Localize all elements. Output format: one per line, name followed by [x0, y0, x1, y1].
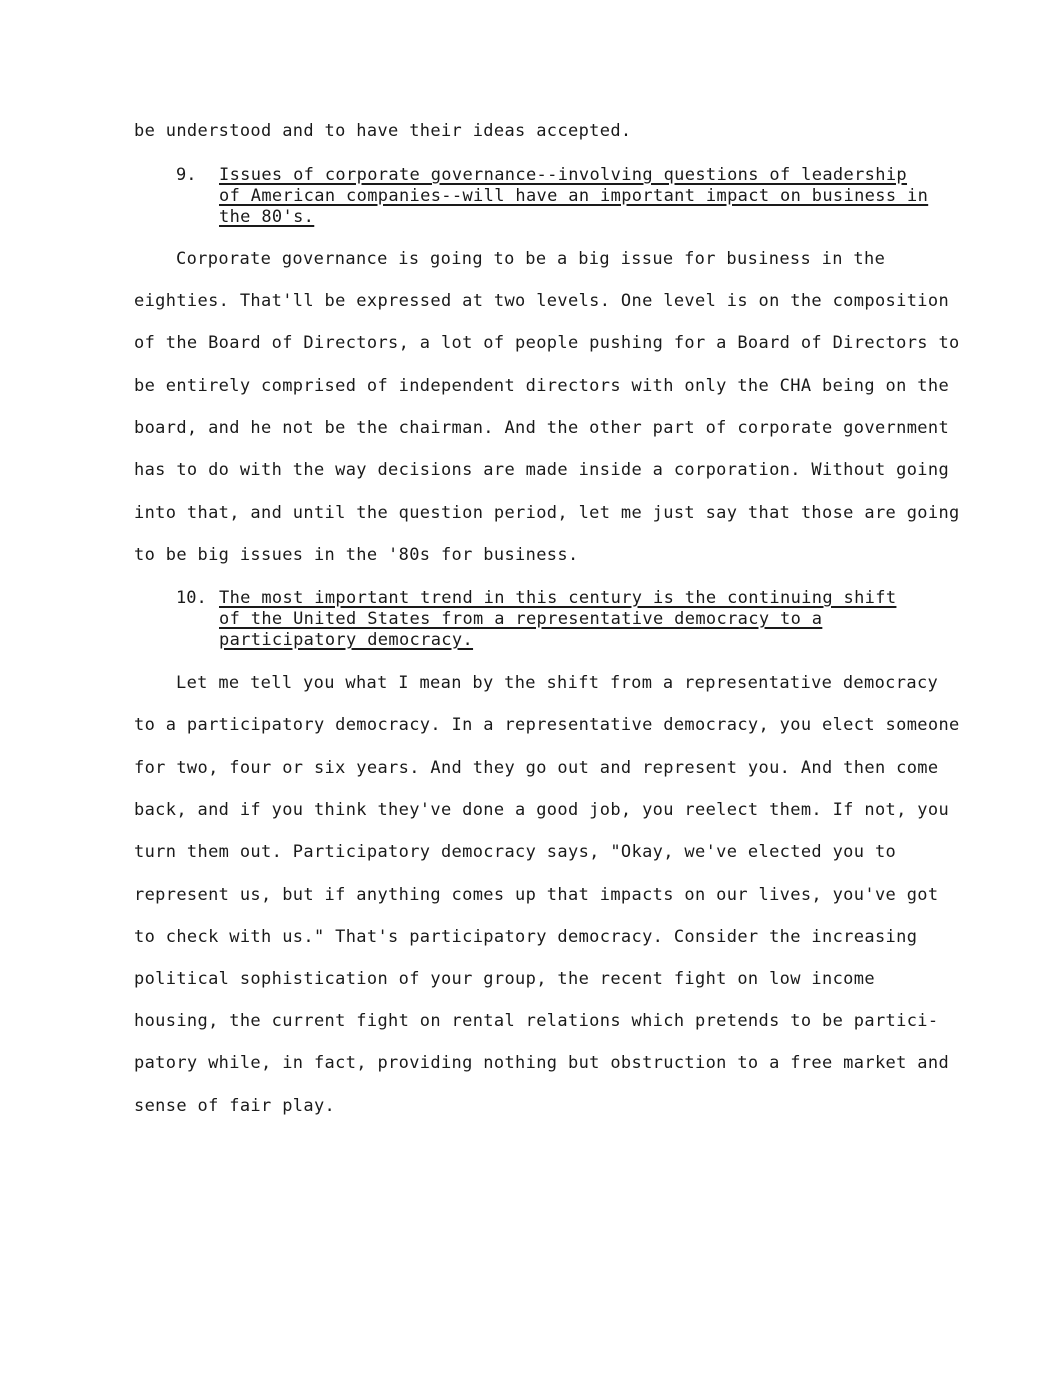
item-heading-line: the 80's. [219, 207, 315, 227]
item-heading-line: The most important trend in this century is the continuing shift [219, 588, 897, 608]
text-line: back, and if you think they've done a good job, you reelect them. If not, you [134, 800, 950, 820]
text-line: political sophistication of your group, the recent fight on low income [134, 969, 875, 989]
text-line: eighties. That'll be expressed at two levels. One level is on the composition [134, 291, 950, 311]
text-line: to a participatory democracy. In a representative democracy, you elect someone [134, 715, 960, 735]
item-number: 9. [176, 165, 197, 185]
text-line: patory while, in fact, providing nothing but obstruction to a free market and [134, 1053, 950, 1073]
item-heading-line: of the United States from a representative democracy to a [219, 609, 823, 629]
text-line: for two, four or six years. And they go out and represent you. And then come [134, 758, 939, 778]
text-line: be understood and to have their ideas accepted. [134, 121, 632, 141]
text-line: housing, the current fight on rental relations which pretends to be partici- [134, 1011, 939, 1031]
item-heading-line: participatory democracy. [219, 630, 474, 650]
item-heading-line: Issues of corporate governance--involving questions of leadership [219, 165, 908, 185]
text-line: has to do with the way decisions are made inside a corporation. Without going [134, 460, 950, 480]
text-line: turn them out. Participatory democracy says, "Okay, we've elected you to [134, 842, 897, 862]
text-line: be entirely comprised of independent directors with only the CHA being on the [134, 376, 950, 396]
text-line: to be big issues in the '80s for business. [134, 545, 579, 565]
item-number: 10. [176, 588, 207, 608]
text-line: board, and he not be the chairman. And the other part of corporate government [134, 418, 950, 438]
text-line: represent us, but if anything comes up that impacts on our lives, you've got [134, 885, 939, 905]
text-line: Corporate governance is going to be a big issue for business in the [176, 249, 886, 269]
text-line: into that, and until the question period, let me just say that those are going [134, 503, 960, 523]
item-heading-line: of American companies--will have an important impact on business in [219, 186, 929, 206]
text-line: of the Board of Directors, a lot of people pushing for a Board of Directors to [134, 333, 960, 353]
text-line: to check with us." That's participatory democracy. Consider the increasing [134, 927, 918, 947]
text-line: Let me tell you what I mean by the shift from a representative democracy [176, 673, 939, 693]
text-line: sense of fair play. [134, 1096, 336, 1116]
